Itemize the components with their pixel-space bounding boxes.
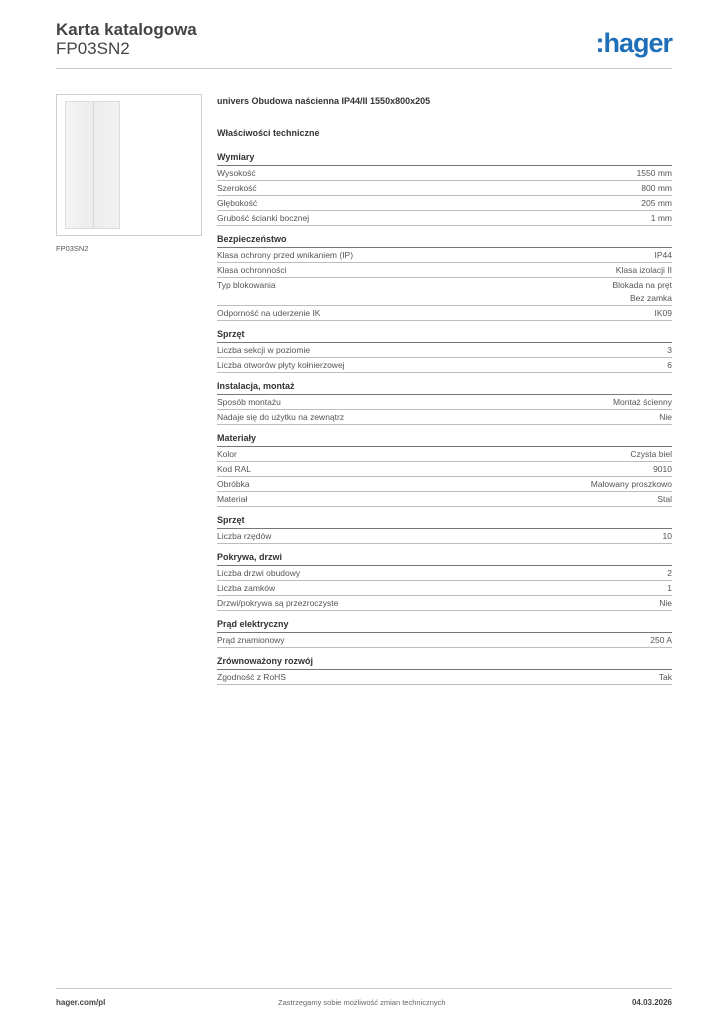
spec-value bbox=[641, 197, 672, 210]
spec-group-title: Prąd elektryczny bbox=[217, 619, 672, 633]
spec-groups bbox=[217, 152, 672, 685]
footer-date: 04.03.2026 bbox=[631, 998, 672, 1007]
spec-value bbox=[659, 597, 672, 610]
spec-row bbox=[217, 596, 672, 611]
spec-group bbox=[217, 619, 672, 648]
spec-value-line: Klasa izolacji II bbox=[615, 265, 672, 275]
spec-value bbox=[651, 212, 672, 225]
spec-group-title: Zrównoważony rozwój bbox=[217, 656, 672, 670]
product-code: FP03SN2 bbox=[56, 39, 130, 58]
spec-group bbox=[217, 552, 672, 611]
footer-divider bbox=[56, 988, 672, 989]
product-image-caption: FP03SN2 bbox=[56, 244, 89, 253]
spec-value-line: Nie bbox=[659, 412, 672, 422]
product-image bbox=[56, 94, 202, 236]
spec-label: Odporność na uderzenie IK bbox=[217, 308, 321, 318]
spec-value-line: IK09 bbox=[654, 308, 672, 318]
spec-value-line: 1 mm bbox=[650, 213, 672, 223]
spec-value-line: 3 bbox=[667, 345, 672, 355]
spec-value bbox=[657, 493, 672, 506]
spec-row bbox=[217, 462, 672, 477]
spec-row bbox=[217, 263, 672, 278]
spec-label: Zgodność z RoHS bbox=[217, 672, 286, 682]
spec-row bbox=[217, 196, 672, 211]
spec-row bbox=[217, 211, 672, 226]
spec-group-title: Wymiary bbox=[217, 152, 672, 166]
spec-value bbox=[667, 344, 672, 357]
footer-disclaimer: Zastrzegamy sobie możliwość zmian technicznych bbox=[278, 998, 446, 1007]
spec-row bbox=[217, 278, 672, 306]
spec-row bbox=[217, 358, 672, 373]
spec-group bbox=[217, 656, 672, 685]
spec-label: Szerokość bbox=[217, 183, 257, 193]
spec-row bbox=[217, 566, 672, 581]
spec-value-line: Malowany proszkowo bbox=[590, 479, 672, 489]
spec-value-line: 205 mm bbox=[641, 198, 672, 208]
spec-label: Kolor bbox=[217, 449, 237, 459]
spec-value-line: 1 bbox=[667, 583, 672, 593]
spec-value-line: Nie bbox=[659, 598, 672, 608]
spec-label: Klasa ochronności bbox=[217, 265, 287, 275]
spec-label: Kod RAL bbox=[217, 464, 252, 474]
spec-row bbox=[217, 343, 672, 358]
spec-value-line: 250 A bbox=[650, 635, 672, 645]
spec-value bbox=[655, 249, 673, 262]
spec-group bbox=[217, 234, 672, 321]
spec-label: Liczba rzędów bbox=[217, 531, 272, 541]
spec-value bbox=[659, 671, 672, 684]
cabinet-door-split bbox=[93, 102, 94, 228]
spec-value-line: Tak bbox=[658, 672, 672, 682]
spec-group-title: Sprzęt bbox=[217, 329, 672, 343]
spec-value-line: Blokada na pręt bbox=[612, 280, 672, 290]
spec-label: Liczba zamków bbox=[217, 583, 276, 593]
spec-row bbox=[217, 447, 672, 462]
spec-value-line: IP44 bbox=[654, 250, 672, 260]
spec-value bbox=[650, 634, 672, 647]
spec-value bbox=[616, 264, 672, 277]
spec-value bbox=[655, 307, 673, 320]
spec-label: Klasa ochrony przed wnikaniem (IP) bbox=[217, 250, 354, 260]
spec-value bbox=[667, 359, 672, 372]
spec-label: Liczba otworów płyty kołnierzowej bbox=[217, 360, 345, 370]
spec-value bbox=[613, 396, 672, 409]
spec-value bbox=[591, 478, 672, 491]
spec-row bbox=[217, 633, 672, 648]
spec-value-line: 9010 bbox=[653, 464, 672, 474]
spec-label: Sposób montażu bbox=[217, 397, 281, 407]
spec-value bbox=[667, 567, 672, 580]
spec-row bbox=[217, 181, 672, 196]
footer-website[interactable]: hager.com/pl bbox=[56, 998, 106, 1007]
spec-value-line: Montaż ścienny bbox=[612, 397, 672, 407]
spec-group-title: Bezpieczeństwo bbox=[217, 234, 672, 248]
spec-row bbox=[217, 248, 672, 263]
spec-label: Wysokość bbox=[217, 168, 256, 178]
spec-label: Typ blokowania bbox=[217, 280, 276, 290]
spec-row bbox=[217, 581, 672, 596]
page-header bbox=[56, 20, 672, 68]
spec-group-title: Pokrywa, drzwi bbox=[217, 552, 672, 566]
spec-value bbox=[630, 448, 672, 461]
spec-label: Nadaje się do użytku na zewnątrz bbox=[217, 412, 345, 422]
hager-logo: :hager bbox=[595, 28, 672, 58]
spec-row bbox=[217, 492, 672, 507]
spec-value-line: Czysta biel bbox=[630, 449, 672, 459]
spec-label: Liczba drzwi obudowy bbox=[217, 568, 301, 578]
spec-row bbox=[217, 477, 672, 492]
spec-value-line: 6 bbox=[667, 360, 672, 370]
product-name: univers Obudowa naścienna IP44/II 1550x800x205 bbox=[217, 96, 431, 106]
spec-value bbox=[641, 182, 672, 195]
spec-group bbox=[217, 433, 672, 507]
spec-row bbox=[217, 670, 672, 685]
header-divider bbox=[56, 68, 672, 69]
spec-value-line: 1550 mm bbox=[636, 168, 672, 178]
spec-value-line: 2 bbox=[667, 568, 672, 578]
spec-value bbox=[653, 463, 672, 476]
spec-label: Materiał bbox=[217, 494, 248, 504]
spec-label: Drzwi/pokrywa są przezroczyste bbox=[217, 598, 339, 608]
spec-label: Liczba sekcji w poziomie bbox=[217, 345, 311, 355]
spec-value bbox=[667, 582, 672, 595]
spec-label: Grubość ścianki bocznej bbox=[217, 213, 310, 223]
spec-row bbox=[217, 166, 672, 181]
spec-label: Prąd znamionowy bbox=[217, 635, 285, 645]
spec-group-title: Instalacja, montaż bbox=[217, 381, 672, 395]
spec-value bbox=[663, 530, 672, 543]
spec-content bbox=[217, 96, 672, 693]
document-title: Karta katalogowa bbox=[56, 20, 197, 39]
spec-label: Obróbka bbox=[217, 479, 250, 489]
spec-group-title: Materiały bbox=[217, 433, 672, 447]
spec-value bbox=[637, 167, 672, 180]
spec-group bbox=[217, 381, 672, 425]
spec-group bbox=[217, 329, 672, 373]
spec-value bbox=[612, 279, 672, 305]
spec-label: Głębokość bbox=[217, 198, 258, 208]
spec-group-title: Sprzęt bbox=[217, 515, 672, 529]
spec-value bbox=[659, 411, 672, 424]
spec-value-line: 10 bbox=[662, 531, 672, 541]
section-title: Właściwości techniczne bbox=[217, 128, 320, 138]
spec-value-line: Bez zamka bbox=[629, 293, 672, 303]
spec-row bbox=[217, 529, 672, 544]
spec-row bbox=[217, 306, 672, 321]
spec-value-line: Stal bbox=[657, 494, 672, 504]
cabinet-illustration bbox=[65, 101, 120, 229]
spec-value-line: 800 mm bbox=[641, 183, 672, 193]
spec-group bbox=[217, 515, 672, 544]
spec-group bbox=[217, 152, 672, 226]
spec-row bbox=[217, 410, 672, 425]
spec-row bbox=[217, 395, 672, 410]
